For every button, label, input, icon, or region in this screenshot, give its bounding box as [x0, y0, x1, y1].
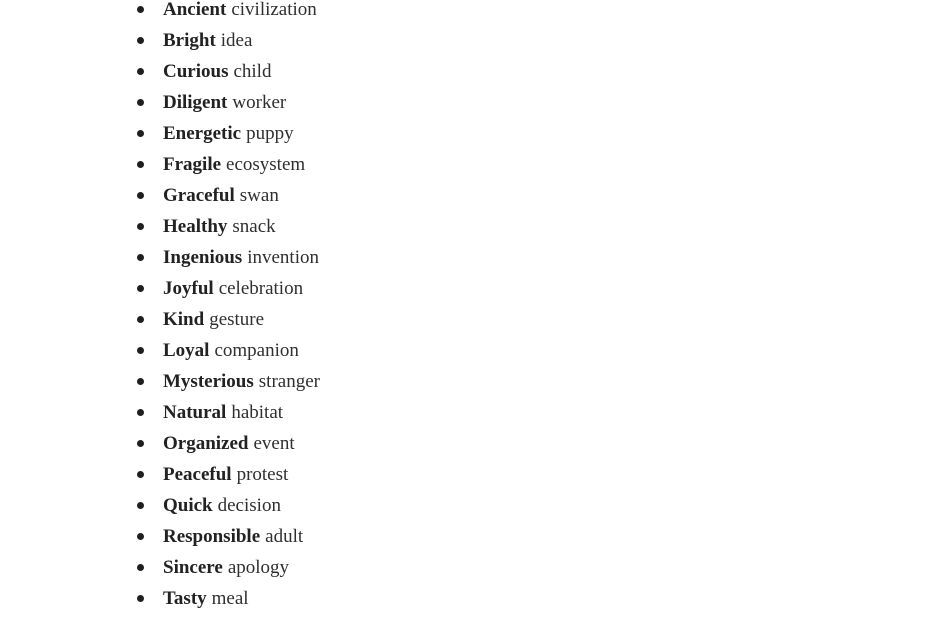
noun-text: swan: [239, 185, 279, 206]
bullet-icon: [137, 409, 144, 416]
list-item: [0, 583, 930, 614]
adjective-text: Kind: [163, 309, 205, 330]
bullet-icon: [137, 37, 144, 44]
adjective-text: Loyal: [163, 340, 210, 361]
noun-text: worker: [232, 92, 287, 113]
noun-text: adult: [265, 526, 304, 547]
noun-text: puppy: [246, 123, 294, 144]
bullet-icon: [137, 347, 144, 354]
noun-text: companion: [214, 340, 299, 361]
bullet-icon: [137, 502, 144, 509]
adjective-text: Organized: [163, 433, 249, 454]
adjective-text: Tasty: [163, 588, 207, 609]
bullet-icon: [137, 285, 144, 292]
adjective-text: Fragile: [163, 154, 222, 175]
bullet-icon: [137, 471, 144, 478]
adjective-text: Curious: [163, 61, 229, 82]
noun-text: meal: [211, 588, 249, 609]
bullet-icon: [137, 6, 144, 13]
list-item: [0, 397, 930, 428]
adjective-text: Healthy: [163, 216, 228, 237]
noun-text: decision: [217, 495, 281, 516]
noun-text: gesture: [209, 309, 265, 330]
bullet-icon: [137, 595, 144, 602]
list-item: [0, 87, 930, 118]
list-item: [0, 273, 930, 304]
noun-text: civilization: [231, 0, 317, 20]
list-item: [0, 490, 930, 521]
noun-text: invention: [247, 247, 319, 268]
adjective-text: Mysterious: [163, 371, 254, 392]
list-item: [0, 459, 930, 490]
noun-text: child: [233, 61, 272, 82]
list-item: [0, 521, 930, 552]
bullet-icon: [137, 99, 144, 106]
noun-text: protest: [236, 464, 289, 485]
bullet-icon: [137, 130, 144, 137]
noun-text: stranger: [258, 371, 320, 392]
list-item: [0, 180, 930, 211]
bullet-icon: [137, 564, 144, 571]
adjective-text: Diligent: [163, 92, 228, 113]
list-item: [0, 335, 930, 366]
bullet-icon: [137, 440, 144, 447]
noun-text: idea: [220, 30, 253, 51]
bullet-icon: [137, 254, 144, 261]
bullet-icon: [137, 192, 144, 199]
adjective-text: Graceful: [163, 185, 235, 206]
list-item: [0, 56, 930, 87]
adjective-text: Joyful: [163, 278, 214, 299]
noun-text: ecosystem: [226, 154, 306, 175]
list-item: [0, 304, 930, 335]
adjective-text: Sincere: [163, 557, 223, 578]
list-item: [0, 552, 930, 583]
noun-text: event: [253, 433, 295, 454]
list-item: [0, 25, 930, 56]
adjective-text: Energetic: [163, 123, 242, 144]
adjective-text: Quick: [163, 495, 213, 516]
adjective-text: Ingenious: [163, 247, 243, 268]
list-item: [0, 211, 930, 242]
bullet-icon: [137, 378, 144, 385]
bullet-icon: [137, 533, 144, 540]
bullet-icon: [137, 223, 144, 230]
list-item: [0, 118, 930, 149]
list-item: [0, 428, 930, 459]
bullet-icon: [137, 316, 144, 323]
adjective-text: Responsible: [163, 526, 261, 547]
list-item: [0, 0, 930, 25]
list-item: [0, 366, 930, 397]
noun-text: apology: [227, 557, 290, 578]
noun-text: snack: [232, 216, 276, 237]
adjective-text: Natural: [163, 402, 227, 423]
bullet-icon: [137, 68, 144, 75]
adjective-text: Peaceful: [163, 464, 232, 485]
noun-text: habitat: [231, 402, 284, 423]
list-item: [0, 242, 930, 273]
adjective-text: Bright: [163, 30, 216, 51]
list-item: [0, 149, 930, 180]
adjective-text: Ancient: [163, 0, 227, 20]
noun-text: celebration: [218, 278, 304, 299]
bullet-icon: [137, 161, 144, 168]
